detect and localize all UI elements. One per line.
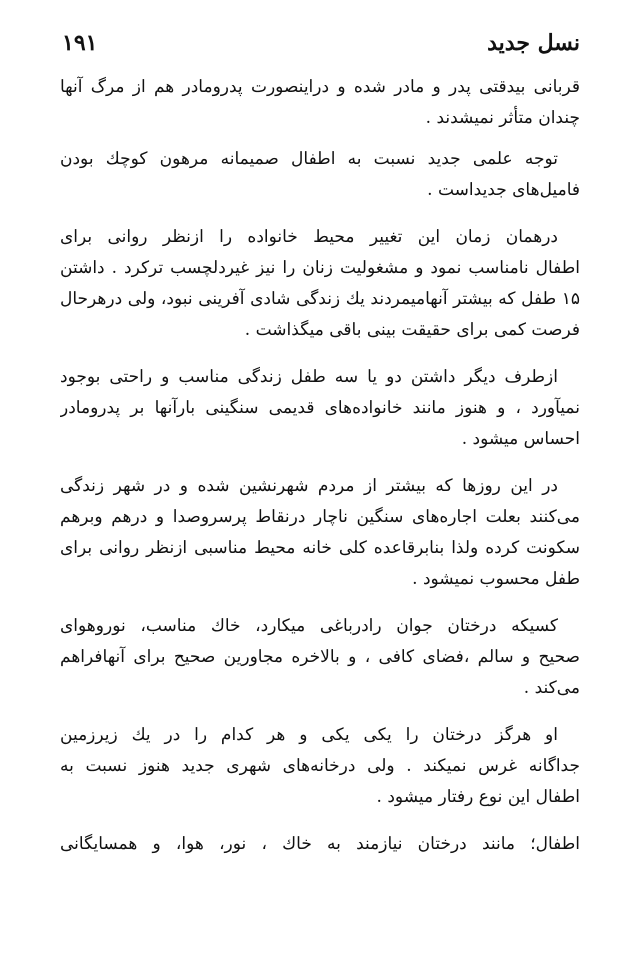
paragraph <box>60 720 580 813</box>
text-line: طفل محسوب نمیشود . <box>412 569 580 589</box>
text-line: او هرگز درختان را یکی یکی و هر کدام را در یك زیرزمین <box>60 725 558 745</box>
text-line: می‌کند . <box>523 678 580 698</box>
running-title: نسل جدید <box>487 30 580 56</box>
text-line: قربانی بیدقتی پدر و مادر شده و دراینصورت پدرومادر هم از مرگ آنها <box>60 77 580 97</box>
text-line: درهمان زمان این تغییر محیط خانواده را ازنظر روانی برای <box>60 227 558 247</box>
paragraph <box>60 471 580 595</box>
text-line: ۱۵ طفل که بیشتر آنهامیمردند یك زندگی شادی آفرینی نبود، ولی درهرحال <box>60 289 580 309</box>
text-line: جداگانه غرس نمیکند . ولی درخانه‌های شهری جدید هنوز نسبت به <box>60 756 580 776</box>
text-line: توجه علمی جدید نسبت به اطفال صمیمانه مرهون کوچك بودن <box>60 149 558 169</box>
text-line: اطفال نامناسب نمود و مشغولیت زنان را نیز غیردلچسب ترکرد . داشتن <box>60 258 580 278</box>
text-line: نمیآورد ، و هنوز مانند خانواده‌های قدیمی سنگینی بارآنها بر پدرومادر <box>60 398 580 418</box>
text-line: کسیکه درختان جوان رادرباغی میکارد، خاك مناسب، نوروهوای <box>60 616 558 636</box>
paragraph <box>60 829 580 860</box>
page-number: ۱۹۱ <box>62 30 98 56</box>
page-body <box>60 72 580 870</box>
paragraph <box>60 362 580 455</box>
text-line: سکونت کرده ولذا بنابرقاعده کلی خانه محیط مناسبی ازنظر روانی برای <box>60 538 580 558</box>
text-line: اطفال؛ مانند درختان نیازمند به خاك ، نور، هوا، و همسایگانی <box>60 834 580 854</box>
paragraph <box>60 222 580 346</box>
paragraph <box>60 611 580 704</box>
text-line: فرصت کمی برای حقیقت بینی باقی میگذاشت . <box>244 320 580 340</box>
text-line: صحیح و سالم ،فضای کافی ، و بالاخره مجاورین صحیح برای آنهافراهم <box>60 647 580 667</box>
text-line: در این روزها که بیشتر از مردم شهرنشین شده و در شهر زندگی <box>60 476 558 496</box>
text-line: احساس میشود . <box>461 429 580 449</box>
text-line: می‌کنند بعلت اجاره‌های سنگین ناچار درنقاط پرسروصدا و درهم وبرهم <box>60 507 580 527</box>
paragraph <box>60 144 580 206</box>
text-line: فامیل‌های جدیداست . <box>427 180 580 200</box>
text-line: ازطرف دیگر داشتن دو یا سه طفل زندگی مناسب و راحتی بوجود <box>60 367 558 387</box>
page-header <box>62 30 580 64</box>
text-line: اطفال این نوع رفتار میشود . <box>376 787 580 807</box>
text-line: چندان متأثر نمیشدند . <box>425 108 580 128</box>
paragraph <box>60 72 580 134</box>
